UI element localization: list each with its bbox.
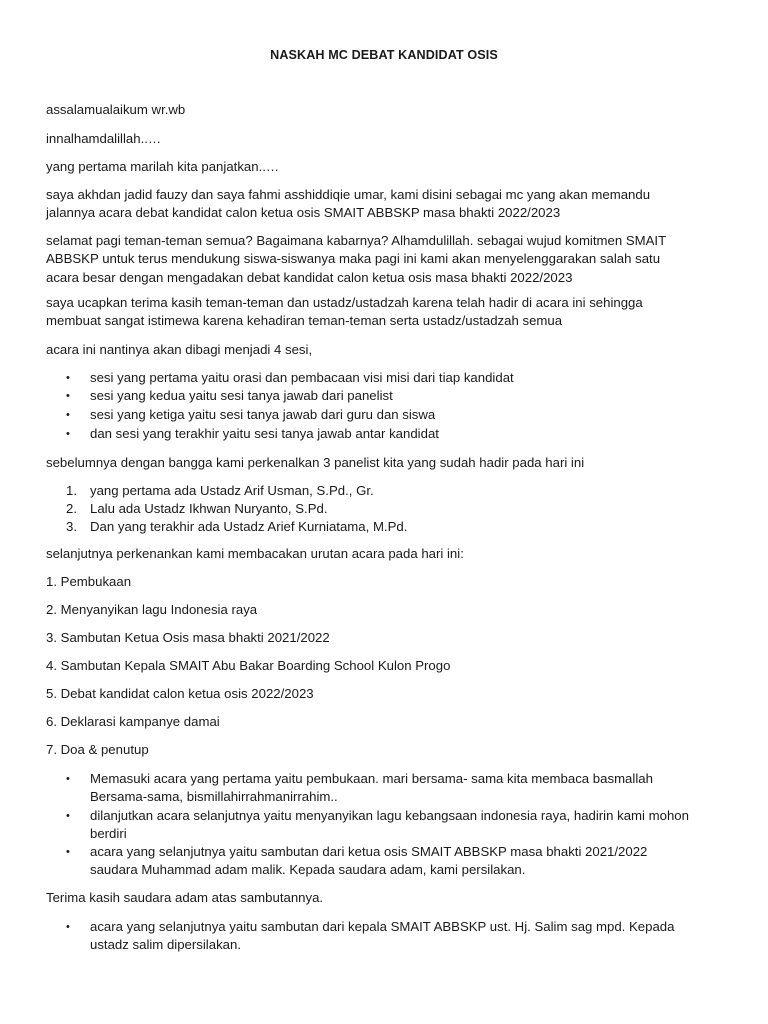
agenda-item: 6. Deklarasi kampanye damai xyxy=(46,714,220,729)
thanks-adam-line: Terima kasih saudara adam atas sambutannya. xyxy=(46,890,324,905)
list-item: Memasuki acara yang pertama yaitu pembukaan. mari bersama- sama kita membaca basmallah Bersama-sama, bismillahirrahmanirrahim.. xyxy=(90,771,653,805)
thanks-paragraph: saya ucapkan terima kasih teman-teman dan ustadz/ustadzah karena telah hadir di acara ini sehingga membuat sangat istimewa karena kehadiran teman-teman serta ustadz/ustadzah semua xyxy=(46,295,643,329)
bullet-icon: • xyxy=(66,810,70,822)
praise-line: innalhamdalillah..… xyxy=(46,131,162,146)
list-item: Lalu ada Ustadz Ikhwan Nuryanto, S.Pd. xyxy=(90,501,328,516)
list-number: 1. xyxy=(66,483,77,498)
mc-introduction: saya akhdan jadid fauzy dan saya fahmi asshiddiqie umar, kami disini sebagai mc yang akan memandu jalannya acara debat kandidat calon ketua osis SMAIT ABBSKP masa bhakti 2022/2023 xyxy=(46,187,651,221)
bullet-icon: • xyxy=(66,846,70,858)
bullet-icon: • xyxy=(66,372,70,384)
sessions-intro: acara ini nantinya akan dibagi menjadi 4 sesi, xyxy=(46,342,313,357)
bullet-icon: • xyxy=(66,428,70,440)
document-title: NASKAH MC DEBAT KANDIDAT OSIS xyxy=(270,48,498,62)
list-item: Dan yang terakhir ada Ustadz Arief Kurniatama, M.Pd. xyxy=(90,519,408,534)
bullet-icon: • xyxy=(66,409,70,421)
list-item: dilanjutkan acara selanjutnya yaitu menyanyikan lagu kebangsaan indonesia raya, hadirin kami mohon berdiri xyxy=(90,808,689,842)
list-item: dan sesi yang terakhir yaitu sesi tanya jawab antar kandidat xyxy=(90,426,439,441)
agenda-intro: selanjutnya perkenankan kami membacakan urutan acara pada hari ini: xyxy=(46,546,464,561)
welcome-paragraph: selamat pagi teman-teman semua? Bagaimana kabarnya? Alhamdulillah. sebagai wujud komitmen SMAIT ABBSKP untuk terus mendukung siswa-siswanya maka pagi ini kami akan menyelenggarakan salah satu acara besar dengan mengadakan debat kandidat calon ketua osis masa bhakti 2022/2023 xyxy=(46,233,667,285)
list-number: 3. xyxy=(66,519,77,534)
bullet-icon: • xyxy=(66,773,70,785)
agenda-item: 5. Debat kandidat calon ketua osis 2022/2023 xyxy=(46,686,314,701)
list-item: acara yang selanjutnya yaitu sambutan dari kepala SMAIT ABBSKP ust. Hj. Salim sag mpd. Kepada ustadz salim dipersilakan. xyxy=(90,919,675,953)
gratitude-line: yang pertama marilah kita panjatkan..… xyxy=(46,159,280,174)
greeting: assalamualaikum wr.wb xyxy=(46,102,186,117)
list-item: yang pertama ada Ustadz Arif Usman, S.Pd., Gr. xyxy=(90,483,374,498)
list-number: 2. xyxy=(66,501,77,516)
agenda-item: 2. Menyanyikan lagu Indonesia raya xyxy=(46,602,258,617)
list-item: sesi yang kedua yaitu sesi tanya jawab dari panelist xyxy=(90,388,393,403)
bullet-icon: • xyxy=(66,921,70,933)
agenda-item: 1. Pembukaan xyxy=(46,574,132,589)
agenda-item: 7. Doa & penutup xyxy=(46,742,149,757)
list-item: sesi yang ketiga yaitu sesi tanya jawab dari guru dan siswa xyxy=(90,407,436,422)
list-item: sesi yang pertama yaitu orasi dan pembacaan visi misi dari tiap kandidat xyxy=(90,370,514,385)
panelists-intro: sebelumnya dengan bangga kami perkenalkan 3 panelist kita yang sudah hadir pada hari ini xyxy=(46,455,585,470)
list-item: acara yang selanjutnya yaitu sambutan dari ketua osis SMAIT ABBSKP masa bhakti 2021/2022 saudara Muhammad adam malik. Kepada saudara adam, kami persilakan. xyxy=(90,844,648,878)
agenda-item: 4. Sambutan Kepala SMAIT Abu Bakar Boarding School Kulon Progo xyxy=(46,658,451,673)
bullet-icon: • xyxy=(66,390,70,402)
agenda-item: 3. Sambutan Ketua Osis masa bhakti 2021/2022 xyxy=(46,630,330,645)
